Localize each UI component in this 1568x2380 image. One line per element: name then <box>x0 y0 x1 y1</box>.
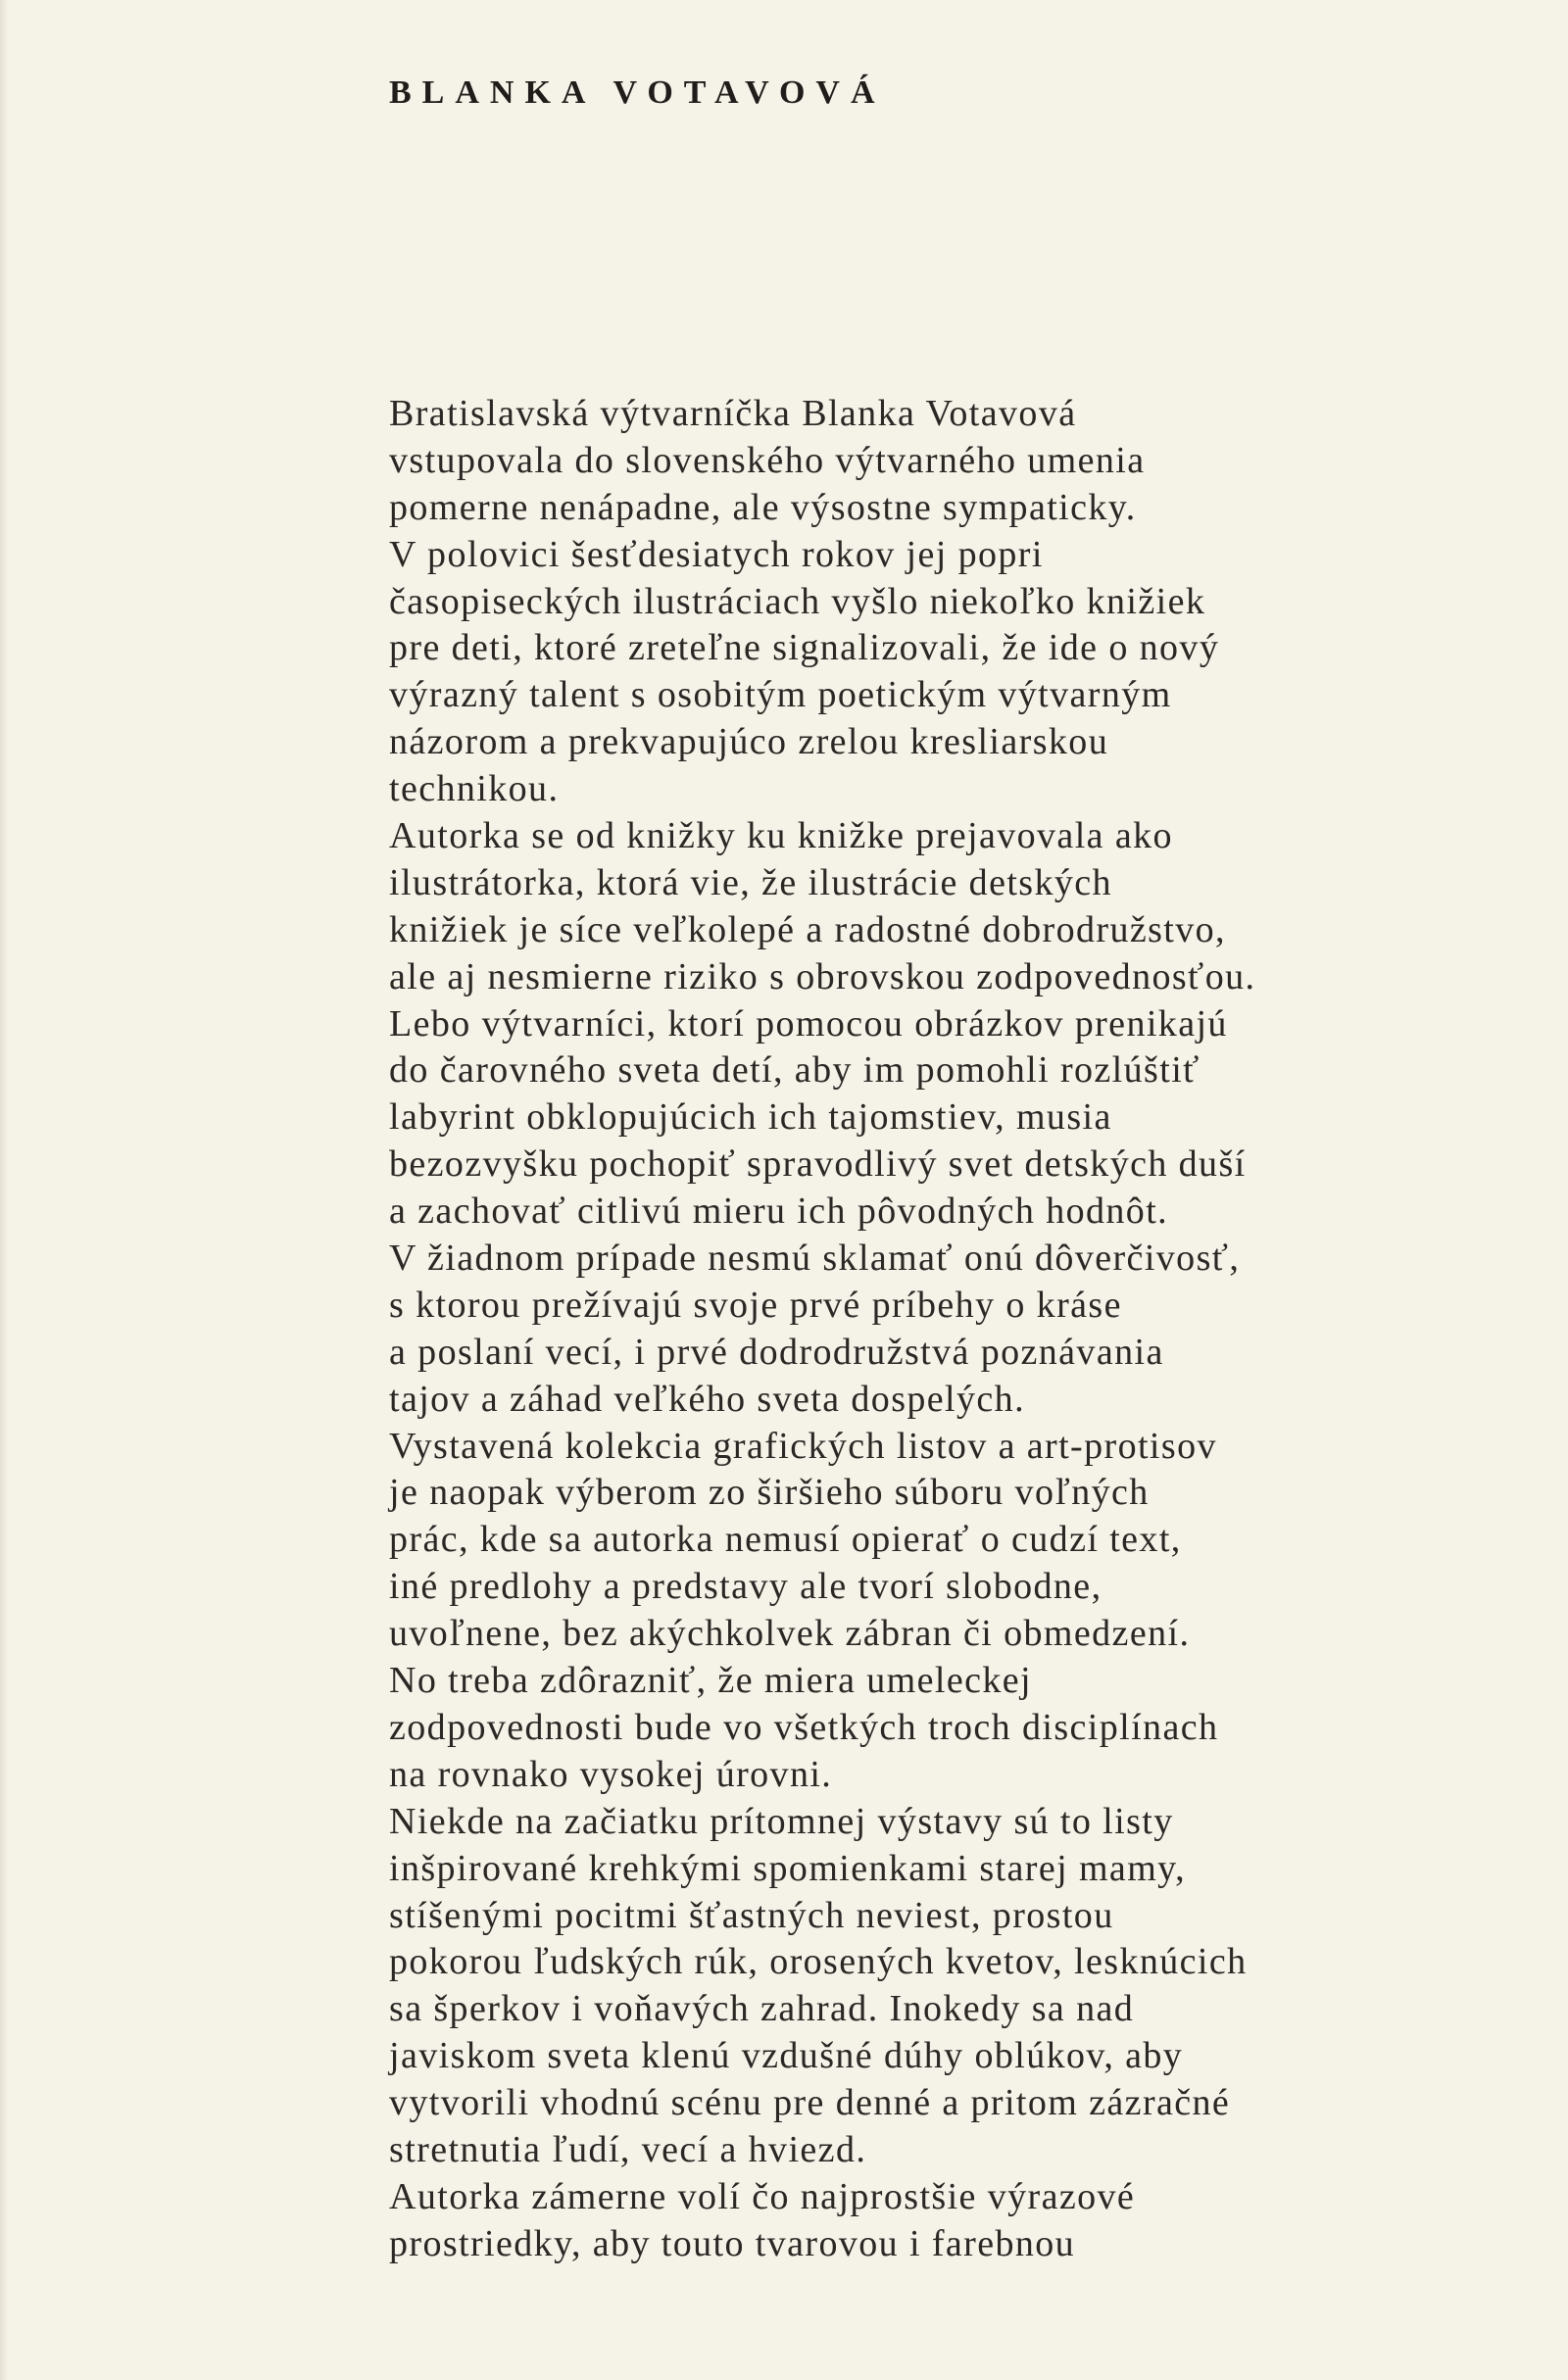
text-line: ale aj nesmierne riziko s obrovskou zodpovednosťou. <box>389 955 1256 997</box>
text-line: tajov a záhad veľkého sveta dospelých. <box>389 1378 1025 1420</box>
text-line: je naopak výberom zo širšieho súboru voľných <box>389 1472 1150 1514</box>
text-line: stíšenými pocitmi šťastných neviest, prostou <box>389 1894 1114 1936</box>
text-line: sa šperkov i voňavých zahrad. Inokedy sa nad <box>389 1988 1135 2030</box>
text-line: Autorka zámerne volí čo najprostšie výrazové <box>389 2175 1136 2217</box>
text-line: ilustrátorka, ktorá vie, že ilustrácie detských <box>389 861 1112 903</box>
text-line: názorom a prekvapujúco zrelou kresliarskou <box>389 721 1109 763</box>
body-text <box>389 391 1255 2268</box>
text-line: Niekde na začiatku prítomnej výstavy sú to listy <box>389 1800 1174 1842</box>
text-line: výrazný talent s osobitým poetickým výtvarným <box>389 674 1172 716</box>
text-line: do čarovného sveta detí, aby im pomohli rozlúštiť <box>389 1049 1200 1092</box>
text-line: V polovici šesťdesiatych rokov jej popri <box>389 533 1044 575</box>
text-line: prostriedky, aby touto tvarovou i farebnou <box>389 2222 1076 2264</box>
text-line: No treba zdôrazniť, že miera umeleckej <box>389 1660 1033 1702</box>
text-line: pre deti, ktoré zreteľne signalizovali, že ide o nový <box>389 627 1220 669</box>
text-line: vstupovala do slovenského výtvarného umenia <box>389 439 1146 481</box>
text-line: vytvorili vhodnú scénu pre denné a pritom zázračné <box>389 2082 1231 2124</box>
text-line: Vystavená kolekcia grafických listov a art-protisov <box>389 1425 1217 1467</box>
text-line: na rovnako vysokej úrovni. <box>389 1753 833 1795</box>
text-line: pokorou ľudských rúk, orosených kvetov, lesknúcich <box>389 1941 1248 1983</box>
text-line: stretnutia ľudí, vecí a hviezd. <box>389 2128 867 2170</box>
text-line: prác, kde sa autorka nemusí opierať o cudzí text, <box>389 1519 1182 1561</box>
text-line: Lebo výtvarníci, ktorí pomocou obrázkov prenikajú <box>389 1002 1228 1044</box>
text-line: a zachovať citlivú mieru ich pôvodných hodnôt. <box>389 1190 1169 1233</box>
text-line: uvoľnene, bez akýchkolvek zábran či obmedzení. <box>389 1613 1191 1655</box>
text-line: technikou. <box>389 768 560 810</box>
text-line: zodpovednosti bude vo všetkých troch disciplínach <box>389 1706 1219 1748</box>
text-line: a poslaní vecí, i prvé dodrodružstvá poznávania <box>389 1331 1164 1373</box>
text-line: knižiek je síce veľkolepé a radostné dobrodružstvo, <box>389 908 1226 950</box>
text-line: iné predlohy a predstavy ale tvorí slobodne, <box>389 1566 1102 1608</box>
text-line: bezozvyšku pochopiť spravodlivý svet detských duší <box>389 1143 1247 1186</box>
page-title: BLANKA VOTAVOVÁ <box>389 74 886 111</box>
page-edge <box>0 0 8 2380</box>
text-line: labyrint obklopujúcich ich tajomstiev, musia <box>389 1096 1112 1139</box>
text-line: Bratislavská výtvarníčka Blanka Votavová <box>389 393 1077 434</box>
text-line: časopiseckých ilustráciach vyšlo niekoľko knižiek <box>389 580 1206 622</box>
text-line: inšpirované krehkými spomienkami starej mamy, <box>389 1847 1186 1889</box>
text-line: javiskom sveta klenú vzdušné dúhy oblúkov, aby <box>389 2035 1184 2077</box>
text-line: V žiadnom prípade nesmú sklamať onú dôverčivosť, <box>389 1238 1241 1280</box>
text-line: pomerne nenápadne, ale výsostne sympaticky. <box>389 486 1137 528</box>
text-line: s ktorou prežívajú svoje prvé príbehy o kráse <box>389 1284 1122 1326</box>
text-line: Autorka se od knižky ku knižke prejavovala ako <box>389 815 1173 857</box>
